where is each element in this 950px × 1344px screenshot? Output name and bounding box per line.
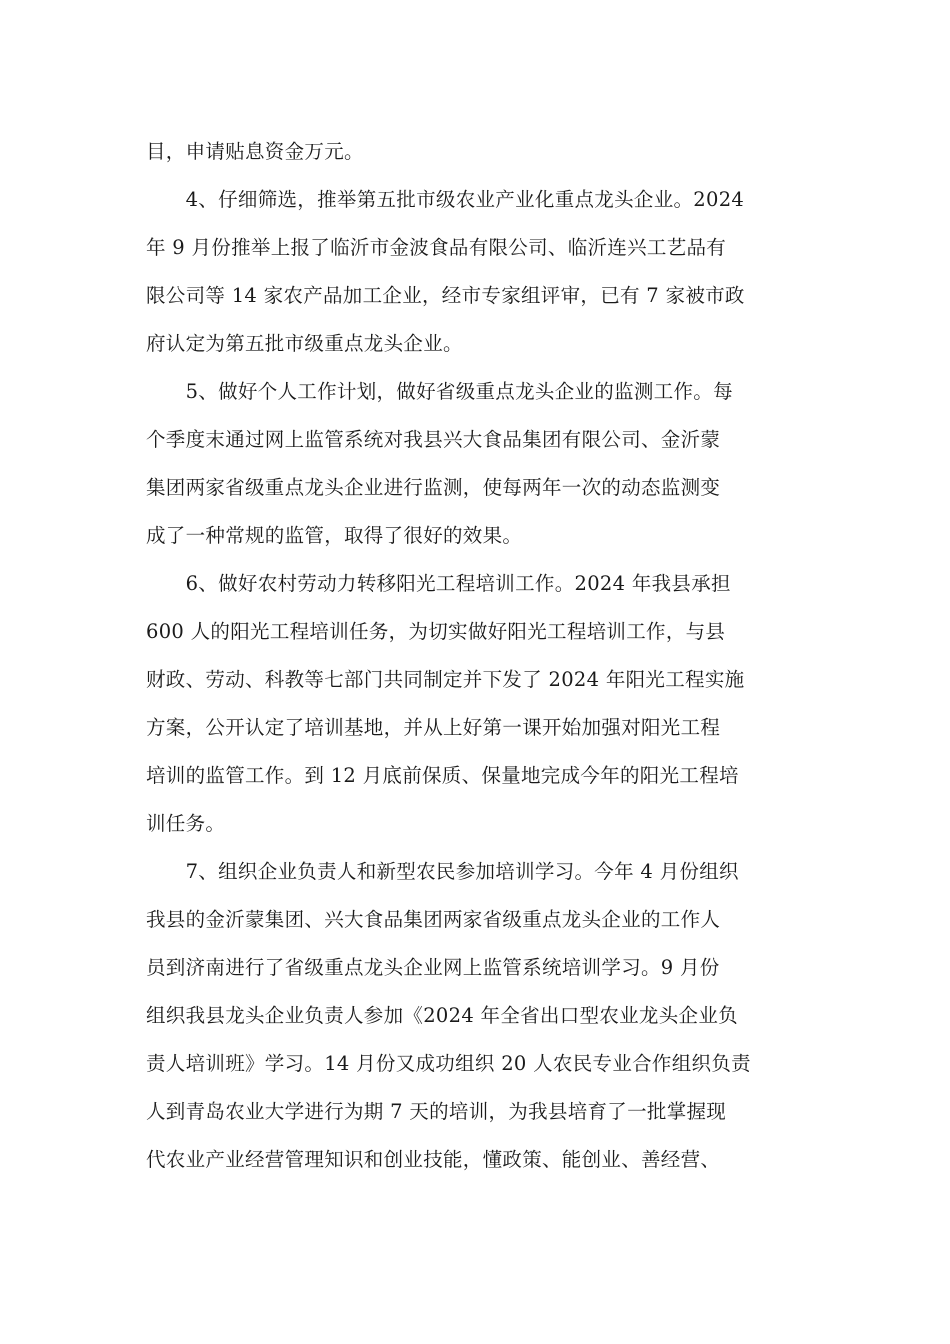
text-line: 成了一种常规的监管，取得了很好的效果。 [146,524,523,547]
text-line: 府认定为第五批市级重点龙头企业。 [146,332,463,355]
paragraph-6-line: 6、做好农村劳动力转移阳光工程培训工作。2024 年我县承担 [146,572,731,595]
text-line: 集团两家省级重点龙头企业进行监测，使每两年一次的动态监测变 [146,476,721,499]
paragraph-4-line: 4、仔细筛选，推举第五批市级农业产业化重点龙头企业。2024 [146,188,745,211]
paragraph-7-line: 7、组织企业负责人和新型农民参加培训学习。今年 4 月份组织 [146,860,739,883]
text-line: 财政、劳动、科教等七部门共同制定并下发了 2024 年阳光工程实施 [146,668,745,691]
text-line: 组织我县龙头企业负责人参加《2024 年全省出口型农业龙头企业负 [146,1004,738,1027]
text-line: 责人培训班》学习。14 月份又成功组织 20 人农民专业合作组织负责 [146,1052,751,1075]
text-line: 人到青岛农业大学进行为期 7 天的培训，为我县培育了一批掌握现 [146,1100,727,1123]
text-line: 年 9 月份推举上报了临沂市金波食品有限公司、临沂连兴工艺品有 [146,236,727,259]
text-line: 600 人的阳光工程培训任务，为切实做好阳光工程培训工作，与县 [146,620,726,643]
text-line: 方案，公开认定了培训基地，并从上好第一课开始加强对阳光工程 [146,716,721,739]
text-line: 目，申请贴息资金万元。 [146,140,364,163]
paragraph-5-line: 5、做好个人工作计划，做好省级重点龙头企业的监测工作。每 [146,380,733,403]
text-line: 个季度末通过网上监管系统对我县兴大食品集团有限公司、金沂蒙 [146,428,721,451]
text-line: 我县的金沂蒙集团、兴大食品集团两家省级重点龙头企业的工作人 [146,908,721,931]
text-line: 员到济南进行了省级重点龙头企业网上监管系统培训学习。9 月份 [146,956,720,979]
text-line: 训任务。 [146,812,226,835]
text-line: 代农业产业经营管理知识和创业技能，懂政策、能创业、善经营、 [146,1148,721,1171]
text-line: 限公司等 14 家农产品加工企业，经市专家组评审，已有 7 家被市政 [146,284,745,307]
text-line: 培训的监管工作。到 12 月底前保质、保量地完成今年的阳光工程培 [146,764,739,787]
document-body [146,128,806,1184]
